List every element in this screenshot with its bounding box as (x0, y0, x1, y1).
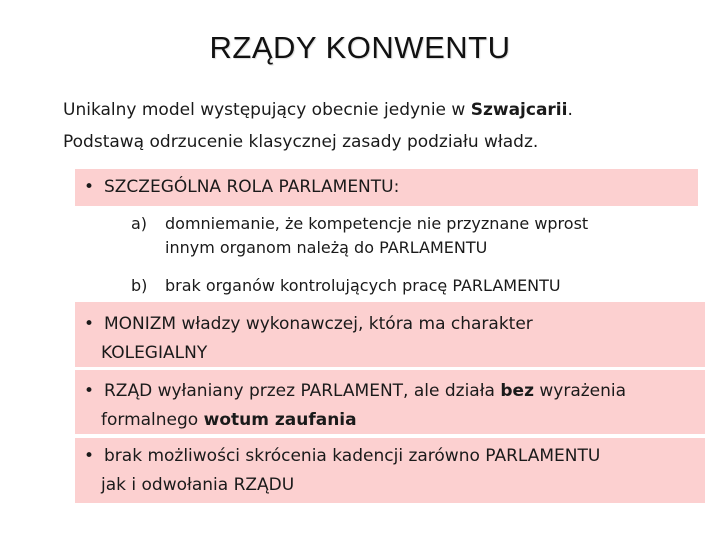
bullet-3 (84, 377, 684, 435)
bullet-icon: • (84, 314, 95, 334)
bullet-icon: • (84, 177, 95, 197)
bullet-2-line-2: KOLEGIALNY (101, 343, 208, 363)
sub-item-a-line-1: domniemanie, że kompetencje nie przyznane wprost (165, 214, 589, 233)
intro-line-2: Podstawą odrzucenie klasycznej zasady podziału władz. (63, 132, 539, 152)
sub-item-a-line-2: innym organom należą do PARLAMENTU (165, 238, 488, 257)
bullet-3-bold-wotum: wotum zaufania (203, 410, 357, 430)
bullet-3-line-2 (84, 406, 684, 435)
sub-item-b-line-1: brak organów kontrolujących pracę PARLAMENTU (165, 276, 561, 295)
bullet-2 (84, 310, 684, 368)
bullet-3-bold-bez: bez (500, 381, 534, 401)
bullet-2-line-1: MONIZM władzy wykonawczej, która ma charakter (104, 314, 533, 334)
bullet-1 (84, 173, 399, 202)
slide-title: RZĄDY KONWENTU (209, 30, 511, 65)
bullet-icon: • (84, 446, 95, 466)
bullet-4-line-1: brak możliwości skrócenia kadencji zarówno PARLAMENTU (104, 446, 601, 466)
bullet-3-line-2-prefix: formalnego (101, 410, 204, 430)
sub-item-a (131, 212, 588, 260)
sub-item-b-marker: b) (131, 276, 148, 295)
sub-item-b (131, 274, 561, 298)
intro-country: Szwajcarii (470, 100, 568, 120)
bullet-3-line-1-suffix: wyrażenia (533, 381, 627, 401)
bullet-1-text: SZCZEGÓLNA ROLA PARLAMENTU: (104, 177, 400, 197)
intro-line-1-prefix: Unikalny model występujący obecnie jedynie w (63, 100, 471, 120)
bullet-icon: • (84, 381, 95, 401)
sub-item-a-marker: a) (131, 214, 148, 233)
intro-text (63, 94, 573, 158)
bullet-3-line-1-prefix: RZĄD wyłaniany przez PARLAMENT, ale działa (104, 381, 501, 401)
intro-line-1-suffix: . (567, 100, 573, 120)
bullet-4-line-2: jak i odwołania RZĄDU (101, 475, 295, 495)
intro-line-1 (63, 94, 573, 126)
bullet-4 (84, 442, 694, 500)
